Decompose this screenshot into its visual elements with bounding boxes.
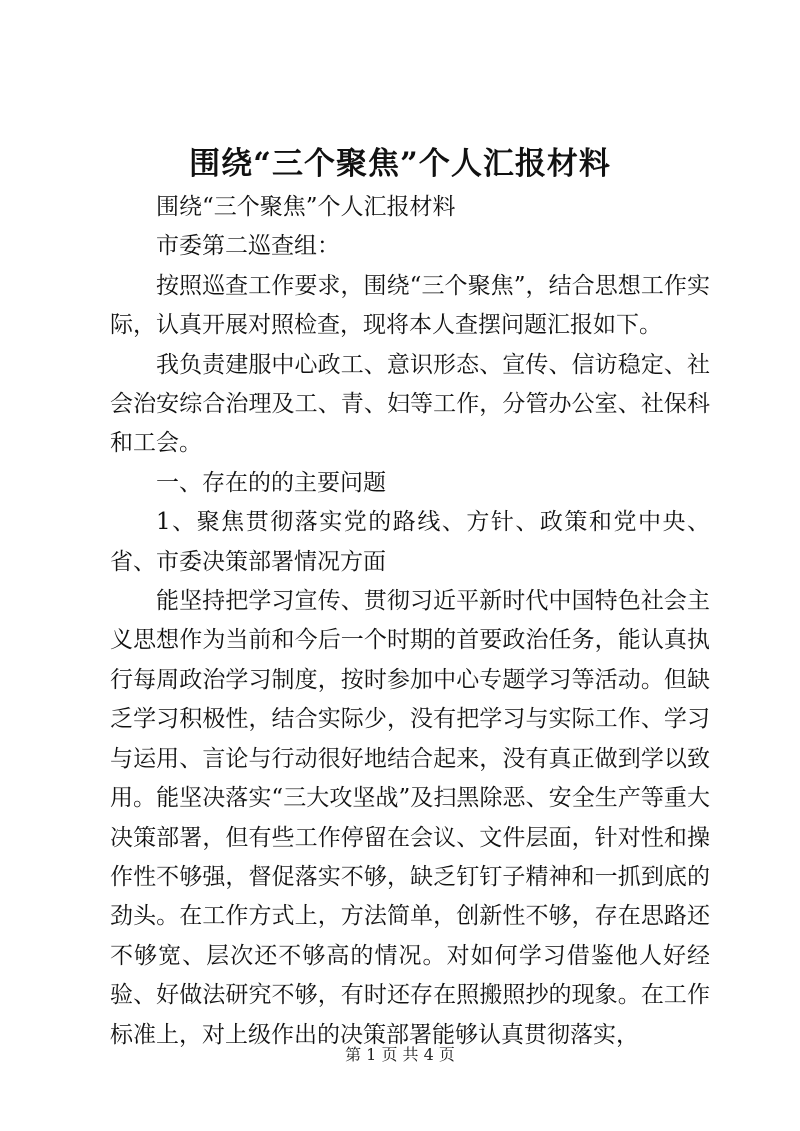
document-body bbox=[110, 188, 710, 1055]
body-paragraph-recipient: 市委第二巡查组： bbox=[156, 233, 340, 260]
body-paragraph-repeat-title: 围绕“三个聚焦”个人汇报材料 bbox=[156, 194, 456, 220]
body-paragraph-analysis: 能坚持把学习宣传、贯彻习近平新时代中国特色社会主义思想作为当前和今后一个时期的首要政治任务，能认真执行每周政治学习制度，按时参加中心专题学习等活动。但缺乏学习积极性，结合实际少，没有把学习与实际工作、学习与运用、言论与行动很好地结合起来，没有真正做到学以致用。能坚决落实“三大攻坚战”及扫黑除恶、安全生产等重大决策部署，但有些工作停留在会议、文件层面，针对性和操作性不够强，督促落实不够，缺乏钉钉子精神和一抓到底的劲头。在工作方式上，方法简单，创新性不够，存在思路还不够宽、层次还不够高的情况。对如何学习借鉴他人好经验、好做法研究不够，有时还存在照搬照抄的现象。在工作标准上，对上级作出的决策部署能够认真贯彻落实， bbox=[110, 588, 710, 1048]
body-paragraph-responsibilities: 我负责建服中心政工、意识形态、宣传、信访稳定、社会治安综合治理及工、青、妇等工作，分管办公室、社保科和工会。 bbox=[110, 351, 710, 457]
subsection-heading-policy-implementation: 1、聚焦贯彻落实党的路线、方针、政策和党中央、省、市委决策部署情况方面 bbox=[110, 509, 710, 575]
page-number-footer: 第 1 页 共 4 页 bbox=[345, 1045, 455, 1064]
section-heading-main-problems: 一、存在的的主要问题 bbox=[156, 469, 386, 496]
document-title: 围绕“三个聚焦”个人汇报材料 bbox=[189, 146, 611, 182]
body-paragraph-introduction: 按照巡查工作要求，围绕“三个聚焦”，结合思想工作实际，认真开展对照检查，现将本人查摆问题汇报如下。 bbox=[110, 272, 710, 339]
